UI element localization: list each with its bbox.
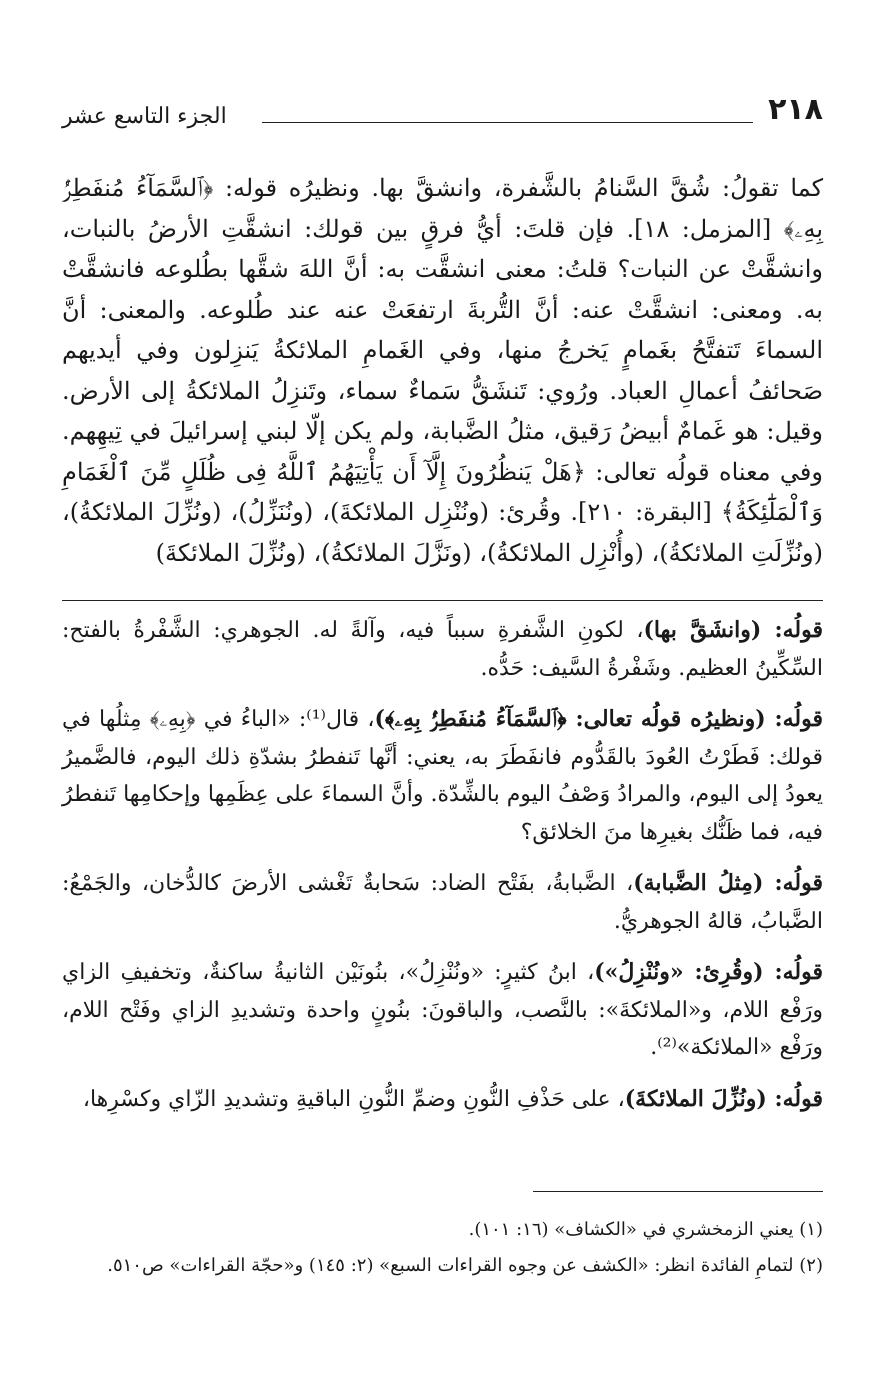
commentary-lead: قولُه: (مِثلُ الضَّبابة) [633, 870, 823, 896]
commentary-text: ، ابنُ كثيرٍ: «ونُنْزِلُ»، بنُونَيْن الثانيةُ ساكنةٌ، وتخفيفِ الزاي ورَفْع اللام، و«الملائكةَ»: بالنَّصب، والباقونَ: بنُونٍ واحدة وتشديدِ الزاي وفَتْح اللام، ورَفْع «الملائكة»⁽²⁾. [62, 960, 823, 1060]
commentary-text: ، قال⁽¹⁾: «الباءُ في ﴿بِهِۦ﴾ مِثلُها في قولك: فَطَرْتُ العُودَ بالقَدُّوم فانفَطَرَ به، يعني: أنَّها تَنفطرُ بشدّةِ ذلك اليوم، فالضَّميرُ يعودُ إلى اليوم، والمرادُ وَصْفُ اليوم بالشِّدّة. وأنَّ السماءَ على عِظَمِها وإحكامِها تَنفطرُ فيه، فما ظَنُّك بغيرِها منَ الخلائق؟ [62, 707, 823, 845]
footnote: (٢) لتمامِ الفائدة انظر: «الكشف عن وجوه القراءات السبع» (٢: ١٤٥) و«حجّة القراءات» ص٥١٠. [107, 1255, 823, 1276]
commentary-lead: قولُه: (ونُزِّلَ الملائكةَ) [624, 1085, 823, 1112]
running-title: الجزء التاسع عشر [62, 104, 227, 129]
main-paragraph: كما تقولُ: شُقَّ السَّنامُ بالشَّفرة، وانشقَّ بها. ونظيرُه قوله: ﴿ٱلسَّمَآءُ مُنفَطِرُۢ بِهِۦ﴾ [المزمل: ١٨]. فإن قلتَ: أيُّ فرقٍ بين قولك: انشقَّتِ الأرضُ بالنبات، وانشقَّتْ عن النبات؟ قلتُ: معنى انشقَّت به: أنَّ اللهَ شقَّها بطُلوعه فانشقَّتْ به. ومعنى: انشقَّتْ عنه: أنَّ التُّربةَ ارتفعَتْ عنه عند طُلوعه. والمعنى: أنَّ السماءَ تَتفتَّحُ بغَمامٍ يَخرجُ منها، وفي الغَمامِ الملائكةُ يَنزِلون وفي أيديهم صَحائفُ أعمالِ العباد. ورُوي: تَنشَقُّ سَماءٌ سماء، وتَنزِلُ الملائكةُ إلى الأرض. وقيل: هو غَمامٌ أبيضُ رَقيق، مثلُ الضَّبابة، ولم يكن إلّا لبني إسرائيلَ في تِيهِهم. وفي معناه قولُه تعالى: ﴿هَلْ يَنظُرُونَ إِلَّآ أَن يَأْتِيَهُمُ ٱللَّهُ فِى ظُلَلٍ مِّنَ ٱلْغَمَامِ وَٱلْمَلَٰٓئِكَةُ﴾ [البقرة: ٢١٠]. وقُرئ: (ونُنْزِل الملائكةَ)، (ونُنَزِّلُ)، (ونُزِّلَ الملائكةُ)، (ونُزِّلَتِ الملائكةُ)، (وأُنْزِل الملائكةُ)، (ونَزَّلَ الملائكةُ)، (ونُزِّلَ الملائكةَ) [62, 174, 823, 567]
commentary-text: ، على حَذْفِ النُّونِ وضمِّ النُّونِ الباقيةِ وتشديدِ الزّاي وكسْرِها، [82, 1086, 625, 1112]
commentary-text: ، لكونِ الشَّفرةِ سبباً فيه، وآلةً له. الجوهري: الشَّفْرةُ بالفتح: السِّكِّينُ العظيم. وشَفْرةُ السَّيف: حَدُّه. [62, 618, 823, 681]
commentary-paragraph [62, 865, 823, 940]
commentary-paragraph [62, 1081, 823, 1119]
commentary-text: ، الضَّبابةُ، بفَتْح الضاد: سَحابةٌ تَغْشى الأرضَ كالدُّخان، والجَمْعُ: الضَّبابُ، قالهُ الجوهريُّ. [62, 871, 823, 934]
page-header [62, 92, 823, 136]
main-text-block [62, 168, 823, 573]
commentary-lead: قولُه: (وقُرِئ: «ونُنْزِلُ») [594, 959, 823, 985]
commentary-paragraph [62, 954, 823, 1067]
header-rule [262, 122, 753, 123]
footnotes [62, 1212, 823, 1284]
section-divider [62, 600, 823, 601]
commentary-paragraph [62, 701, 823, 851]
commentary-lead: قولُه: (وانشَقَّ بها) [643, 617, 823, 643]
page-number: ٢١٨ [768, 92, 823, 127]
footnote: (١) يعني الزمخشري في «الكشاف» (١٦: ١٠١). [468, 1219, 823, 1240]
commentary-paragraph [62, 612, 823, 687]
commentary-block [62, 612, 823, 1132]
footnote-rule [533, 1191, 823, 1192]
commentary-lead: قولُه: (ونظيرُه قولُه تعالى: ﴿ٱلسَّمَآءُ مُنفَطِرُۢ بِهِۦ﴾) [374, 706, 823, 732]
